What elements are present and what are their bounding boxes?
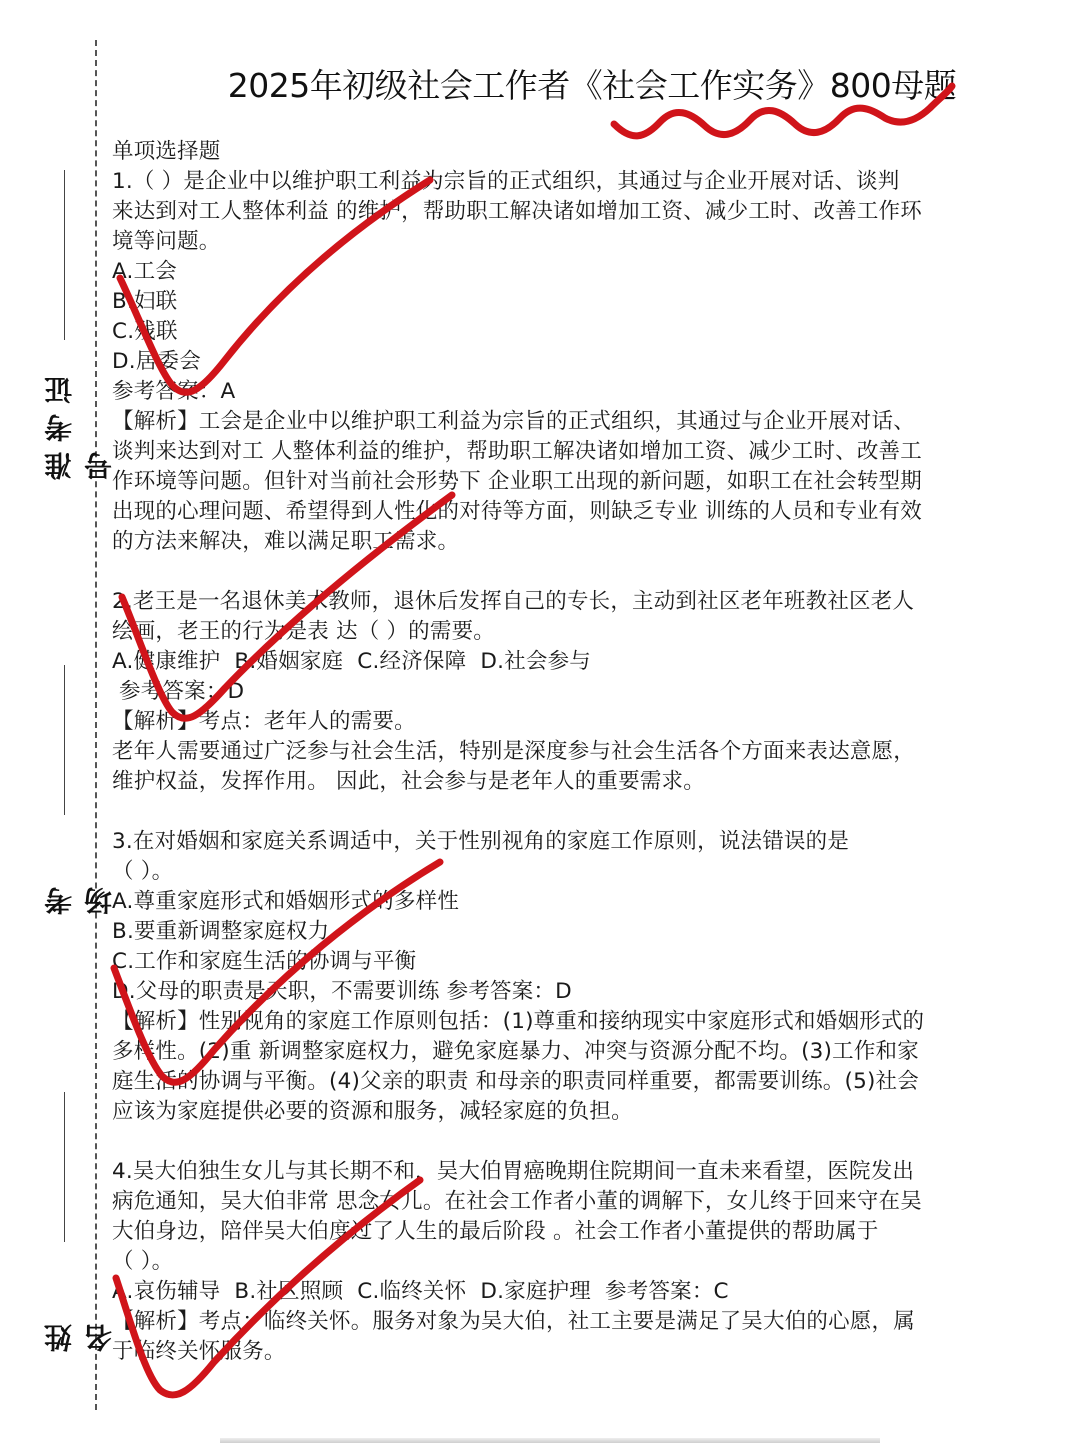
q3-analysis: 多样性。(2)重 新调整家庭权力，避免家庭暴力、冲突与资源分配不均。(3)工作和家 (112, 1039, 919, 1064)
exam-id-field (30, 170, 116, 480)
q3-analysis: 应该为家庭提供必要的资源和服务，减轻家庭的负担。 (112, 1099, 633, 1124)
q1-analysis: 谈判来达到对工 人整体利益的维护，帮助职工解决诸如增加工资、减少工时、改善工 (112, 439, 922, 464)
cut-line-dashed (95, 40, 97, 1410)
q2-analysis: 【解析】考点：老年人的需要。 (112, 709, 416, 734)
q4-analysis: 【解析】考点：临终关怀。服务对象为吴大伯，社工主要是满足了吴大伯的心愿，属 (112, 1309, 915, 1334)
q1-option-a: A.工会 (112, 259, 177, 284)
name-label: 姓 名 (43, 1314, 116, 1352)
spacer (112, 797, 1042, 827)
q2-options: A.健康维护 B.婚姻家庭 C.经济保障 D.社会参与 (112, 649, 591, 674)
binding-margin (0, 0, 116, 1443)
exam-room-label: 考 场 (43, 877, 116, 915)
question-4 (112, 1157, 1042, 1367)
q4-line: （ ）。 (112, 1249, 174, 1274)
exam-id-underline (64, 170, 65, 340)
spacer (112, 1127, 1042, 1157)
exam-id-label: 准考证号 (43, 366, 116, 480)
q3-line: （ ）。 (112, 859, 174, 884)
spacer (112, 557, 1042, 587)
q3-option-c: C.工作和家庭生活的协调与平衡 (112, 949, 417, 974)
section-heading: 单项选择题 (112, 139, 221, 164)
q1-option-d: D.居委会 (112, 349, 201, 374)
q2-analysis: 维护权益，发挥作用。 因此，社会参与是老年人的重要需求。 (112, 769, 705, 794)
q1-analysis: 作环境等问题。但针对当前社会形势下 企业职工出现的新问题，如职工在社会转型期 (112, 469, 922, 494)
q2-line: 绘画，老王的行为是表 达（ ）的需要。 (112, 619, 495, 644)
name-underline (64, 1092, 65, 1242)
q3-analysis: 【解析】性别视角的家庭工作原则包括：(1)尊重和接纳现实中家庭形式和婚姻形式的 (112, 1009, 925, 1034)
q4-line: 4.吴大伯独生女儿与其长期不和，吴大伯胃癌晚期住院期间一直未来看望，医院发出 (112, 1159, 915, 1184)
document-title: 2025年初级社会工作者《社会工作实务》800母题 (227, 66, 957, 105)
exam-room-field (30, 665, 116, 915)
q1-analysis: 的方法来解决，难以满足职工需求。 (112, 529, 460, 554)
q4-line: 大伯身边，陪伴吴大伯度过了人生的最后阶段 。社会工作者小董提供的帮助属于 (112, 1219, 879, 1244)
q1-analysis: 出现的心理问题、希望得到人性化的对待等方面，则缺乏专业 训练的人员和专业有效 (112, 499, 922, 524)
question-1 (112, 167, 1042, 557)
q1-line: 境等问题。 (112, 229, 221, 254)
q1-analysis: 【解析】工会是企业中以维护职工利益为宗旨的正式组织，其通过与企业开展对话、 (112, 409, 915, 434)
exam-room-underline (64, 665, 65, 815)
q3-option-a: A.尊重家庭形式和婚姻形式的多样性 (112, 889, 460, 914)
name-field (30, 1092, 116, 1352)
question-3 (112, 827, 1042, 1127)
q1-line: 来达到对工人整体利益 的维护，帮助职工解决诸如增加工资、减少工时、改善工作环 (112, 199, 922, 224)
q3-analysis: 庭生活的协调与平衡。(4)父亲的职责 和母亲的职责同样重要，都需要训练。(5)社会 (112, 1069, 919, 1094)
q1-option-b: B.妇联 (112, 289, 178, 314)
q4-options-answer: A.哀伤辅导 B.社区照顾 C.临终关怀 D.家庭护理 参考答案：C (112, 1279, 729, 1304)
page-bottom-edge (220, 1438, 880, 1443)
document-page (112, 60, 1042, 1367)
question-2 (112, 587, 1042, 797)
q3-option-d-answer: D.父母的职责是天职，不需要训练 参考答案：D (112, 979, 572, 1004)
q1-answer: 参考答案：A (112, 379, 236, 404)
q3-option-b: B.要重新调整家庭权力 (112, 919, 330, 944)
q1-line: 1.（ ）是企业中以维护职工利益为宗旨的正式组织，其通过与企业开展对话、谈判 (112, 169, 900, 194)
q3-line: 3.在对婚姻和家庭关系调适中，关于性别视角的家庭工作原则，说法错误的是 (112, 829, 850, 854)
q2-answer: 参考答案：D (112, 679, 245, 704)
q1-option-c: C.残联 (112, 319, 178, 344)
q4-analysis: 于临终关怀服务。 (112, 1339, 286, 1364)
q2-analysis: 老年人需要通过广泛参与社会生活，特别是深度参与社会生活各个方面来表达意愿， (112, 739, 915, 764)
q4-line: 病危通知，吴大伯非常 思念女儿。在社会工作者小董的调解下，女儿终于回来守在吴 (112, 1189, 922, 1214)
q2-line: 2.老王是一名退休美术教师，退休后发挥自己的专长，主动到社区老年班教社区老人 (112, 589, 915, 614)
